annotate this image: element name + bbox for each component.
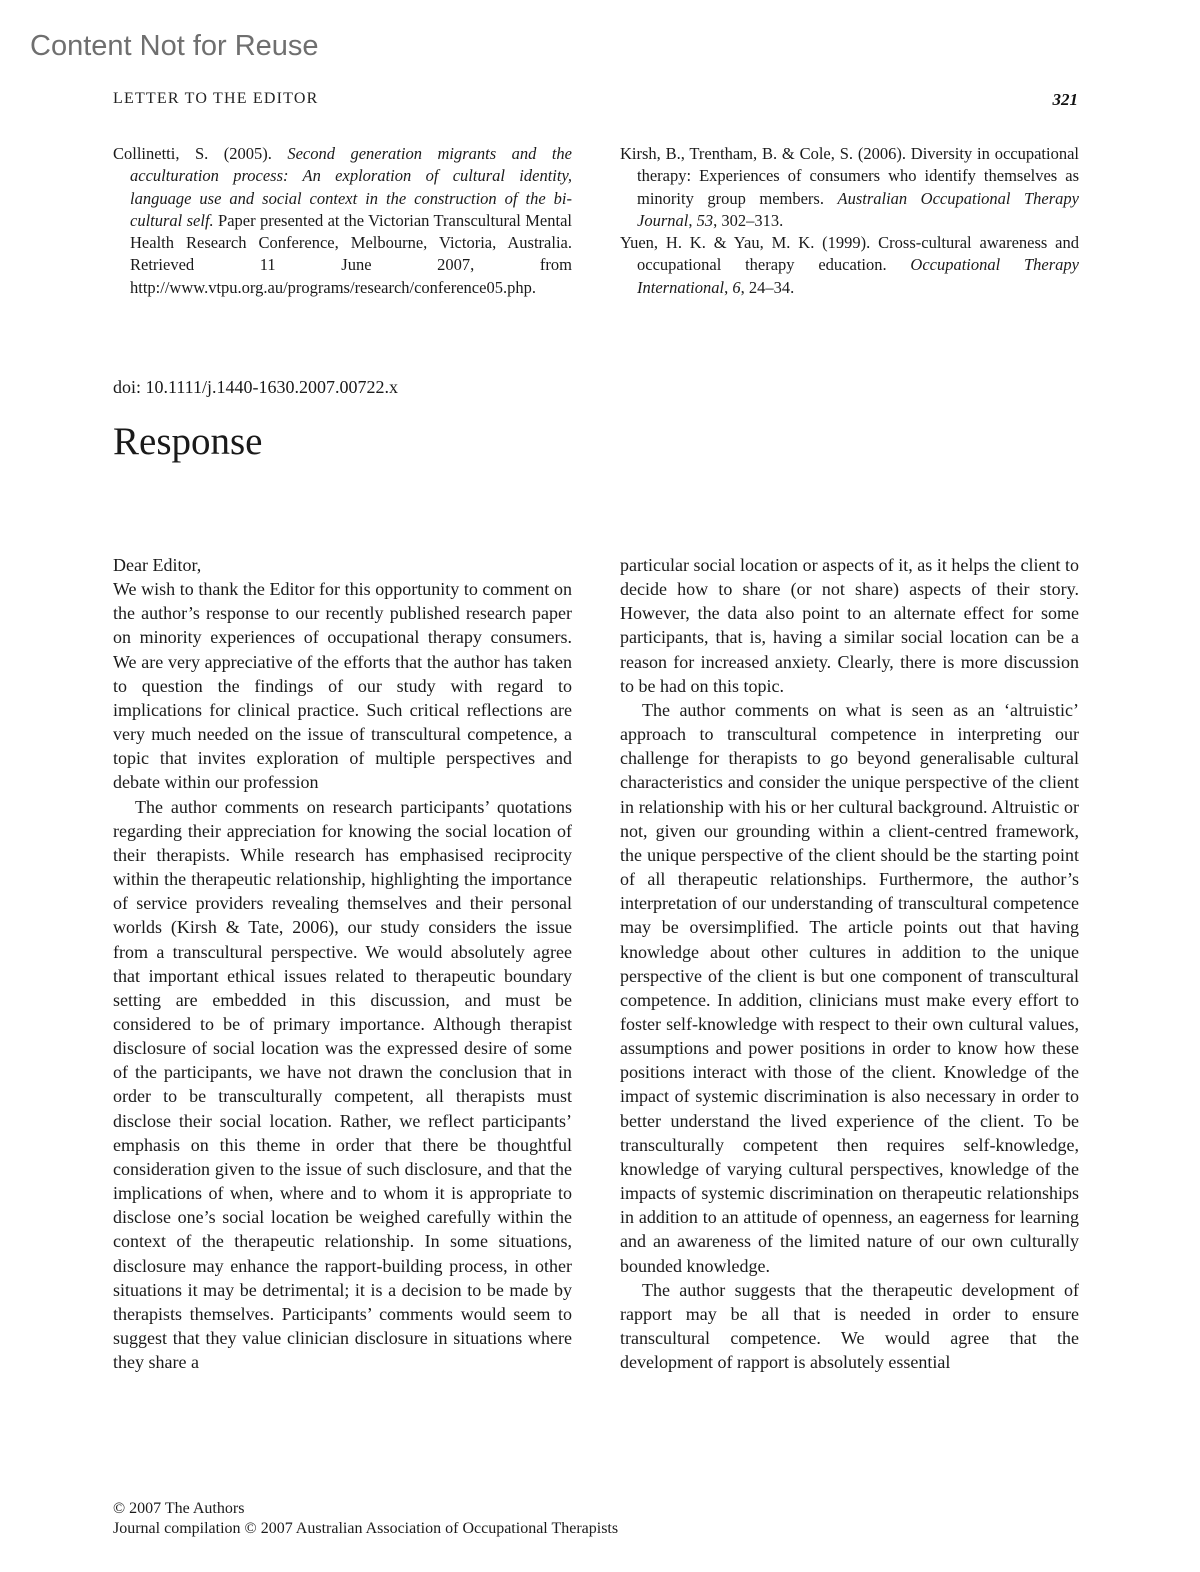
reference-title: Second generation migrants and the acculturation process: An exploration of cultural identity, language use and social context in the construction of the bi-cultural self. [130, 144, 573, 230]
reference-list-right [620, 143, 1079, 299]
body-paragraph: The author comments on what is seen as an ‘altruistic’ approach to transcultural competence in interpreting our challenge for therapists to go beyond generalisable cultural characteristics and consider the unique perspective of the client in relationship with his or her cultural background. Altruistic or not, given our grounding within a client-centred framework, the unique perspective of the client should be the starting point of all therapeutic relationships. Furthermore, the author’s interpretation of our understanding of transcultural competence may be oversimplified. The article points out that having knowledge about other cultures in addition to the unique perspective of the client is but one component of transcultural competence. In addition, clinicians must make every effort to foster self-knowledge with respect to their own cultural values, assumptions and power positions in order to know how these positions interact with those of the client. Knowledge of the impact of systemic discrimination is also necessary in order to better understand the lived experience of the client. To be transculturally competent then requires self-knowledge, knowledge of varying cultural perspectives, knowledge of the impacts of systemic discrimination on therapeutic relationships in addition to an attitude of openness, an eagerness for learning and an awareness of the limited nature of our own culturally bounded knowledge. [620, 699, 1079, 1276]
reference-details: Paper presented at the Victorian Transcultural Mental Health Research Conference, Melbourne, Victoria, Australia. Retrieved 11 June 2007, from http://www.vtpu.org.au/programs/research/conference05.php. [130, 210, 572, 297]
copyright-footer [113, 1499, 618, 1539]
body-paragraph: The author suggests that the therapeutic development of rapport may be all that is needed in order to ensure transcultural competence. We would agree that the development of rapport is absolutely essential [620, 1279, 1079, 1373]
reference-pages: , 24–34. [740, 277, 795, 297]
watermark: Content Not for Reuse [30, 30, 319, 62]
reference-volume: 6 [732, 277, 741, 297]
reference-item [113, 143, 572, 299]
copyright-line: Journal compilation © 2007 Australian Association of Occupational Therapists [113, 1520, 619, 1537]
copyright-line: © 2007 The Authors [113, 1500, 245, 1517]
reference-volume: 53 [696, 210, 714, 230]
reference-authors: Yuen, H. K. & Yau, M. K. (1999). Cross-cultural awareness and occupational therapy education. [620, 233, 1079, 275]
body-paragraph: The author comments on research participants’ quotations regarding their appreciation for knowing the social location of their therapists. While research has emphasised reciprocity within the therapeutic relationship, highlighting the importance of service providers revealing themselves and their personal worlds (Kirsh & Tate, 2006), our study considers the issue from a transcultural perspective. We would absolutely agree that important ethical issues related to therapeutic boundary setting are embedded in this discussion, and must be considered to be of primary importance. Although therapist disclosure of social location was the expressed desire of some of the participants, we have not drawn the conclusion that in order to be transculturally competent, all therapists must disclose their social location. Rather, we reflect participants’ emphasis on this theme in order that there be thoughtful consideration given to the issue of such disclosure, and that the implications of when, where and to whom it is appropriate to disclose one’s social location be weighed carefully within the context of the therapeutic relationship. In some situations, disclosure may enhance the rapport-building process, in other situations it may be detrimental; it is a decision to be made by therapists themselves. Participants’ comments would seem to suggest that they value clinician disclosure in situations where they share a [113, 796, 572, 1373]
body-paragraph: particular social location or aspects of it, as it helps the client to decide how to share (or not share) aspects of their story. However, the data also point to an alternate effect for some participants, that is, having a similar social location can be a reason for increased anxiety. Clearly, there is more discussion to be had on this topic. [620, 555, 1079, 696]
reference-separator: , [688, 210, 697, 230]
reference-list-left [113, 143, 572, 299]
body-paragraph: We wish to thank the Editor for this opportunity to comment on the author’s response to our recently published research paper on minority experiences of occupational therapy consumers. We are very appreciative of the efforts that the author has taken to question the findings of our study with regard to implications for clinical practice. Such critical reflections are very much needed on the issue of transcultural competence, a topic that invites exploration of multiple perspectives and debate within our profession [113, 579, 572, 793]
reference-separator: , [724, 277, 733, 297]
page-number: 321 [1052, 90, 1078, 109]
doi: doi: 10.1111/j.1440-1630.2007.00722.x [113, 377, 398, 397]
reference-journal: Australian Occupational Therapy Journal [637, 188, 1079, 230]
salutation: Dear Editor, [113, 555, 202, 575]
body-column-left [113, 553, 572, 1374]
running-title: LETTER TO THE EDITOR [113, 90, 319, 107]
reference-authors: Collinetti, S. (2005). [113, 144, 288, 163]
reference-item [620, 232, 1079, 299]
running-head [113, 90, 1078, 114]
article-heading: Response [113, 420, 263, 463]
body-column-right [620, 553, 1079, 1374]
reference-item [620, 143, 1079, 232]
reference-authors: Kirsh, B., Trentham, B. & Cole, S. (2006). Diversity in occupational therapy: Experiences of consumers who identify themselves as minority group members. [620, 144, 1079, 208]
reference-journal: Occupational Therapy International [637, 255, 1080, 297]
reference-pages: , 302–313. [713, 210, 784, 230]
